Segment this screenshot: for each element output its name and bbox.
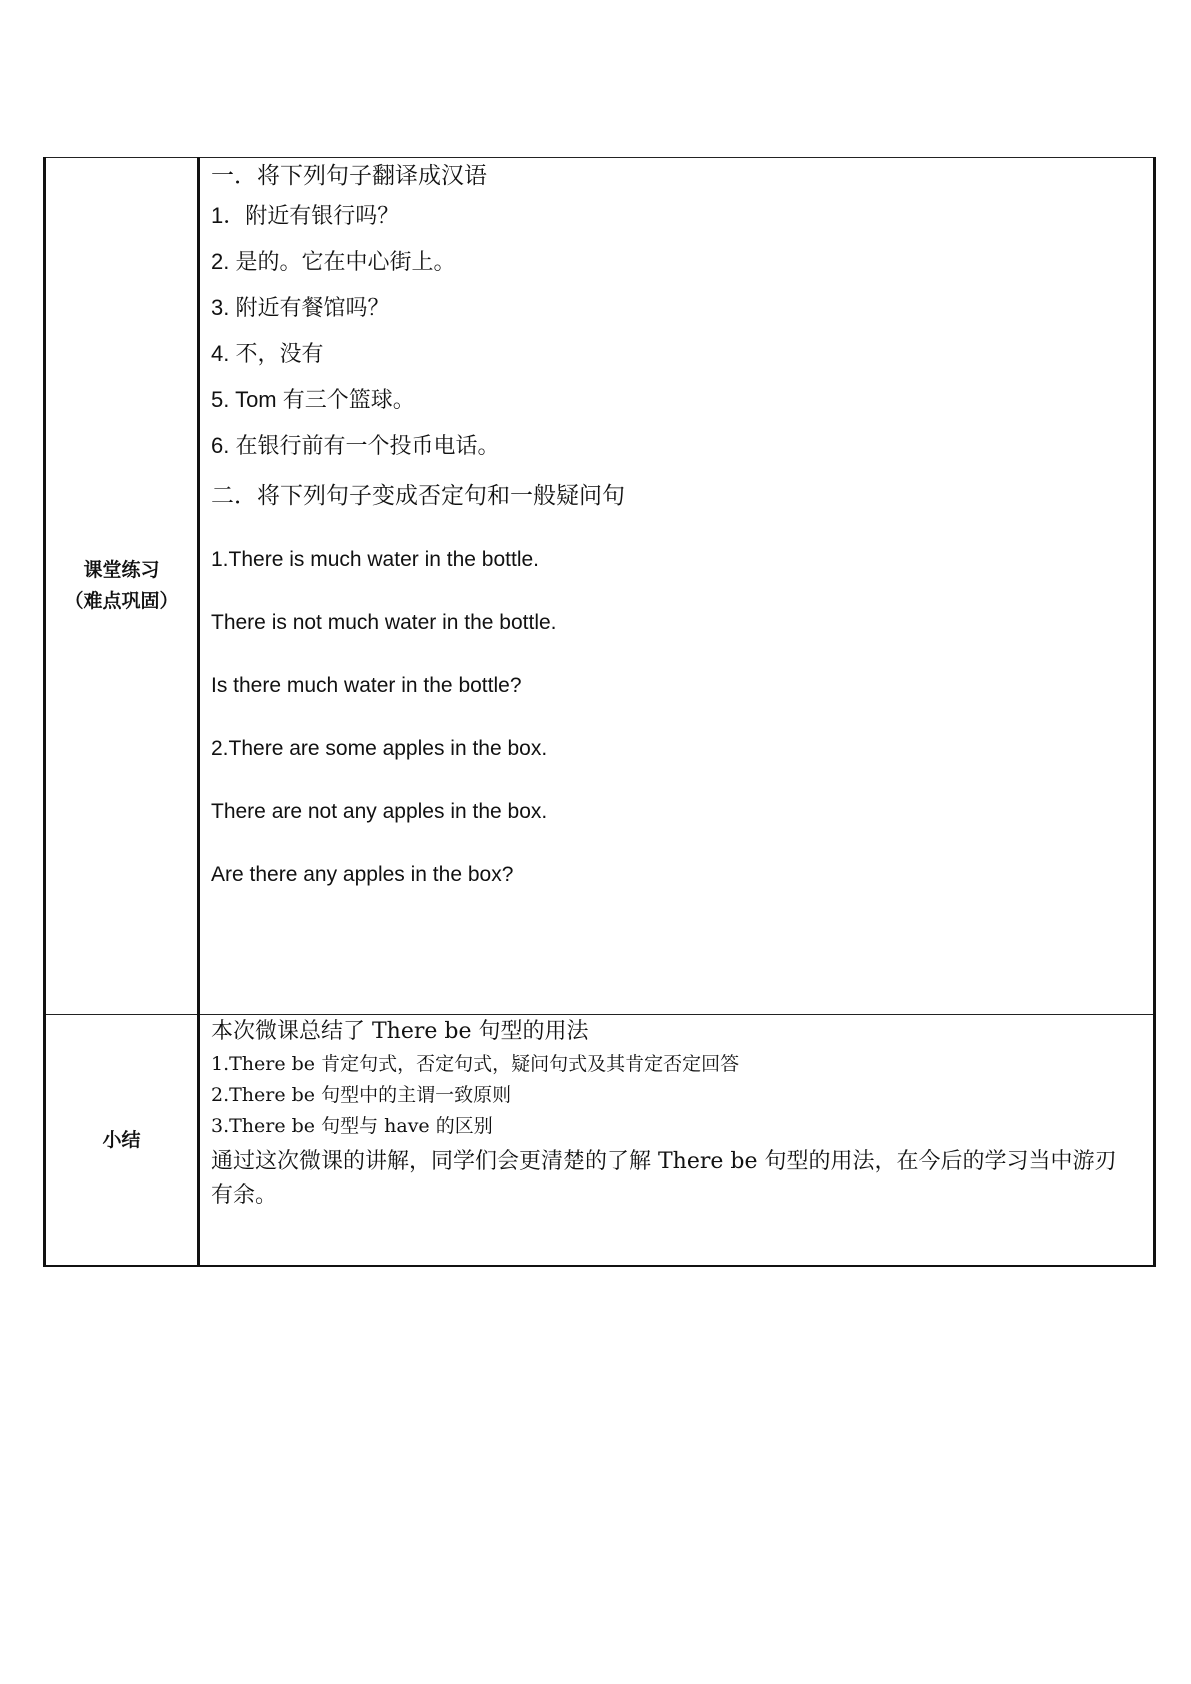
summary-row: [45, 1015, 1155, 1267]
transform-item: Is there much water in the bottle?: [211, 674, 522, 697]
summary-item: 3.There be 句型与 have 的区别: [211, 1115, 493, 1137]
transform-item: 2.There are some apples in the box.: [211, 737, 548, 760]
summary-label: 小结: [102, 1128, 141, 1151]
exercise-content-cell: [199, 158, 1155, 1015]
exercise-sublabel: （难点巩固）: [64, 590, 179, 612]
translate-item: 3. 附近有餐馆吗？: [211, 295, 390, 320]
transform-item: There are not any apples in the box.: [211, 800, 548, 823]
translate-item: 5. Tom 有三个篮球。: [211, 387, 415, 412]
transform-item: Are there any apples in the box?: [211, 863, 514, 886]
summary-title: 本次微课总结了 There be 句型的用法: [211, 1019, 589, 1044]
exercise-row: [45, 158, 1155, 1015]
summary-item: 2.There be 句型中的主谓一致原则: [211, 1084, 512, 1106]
summary-content-cell: [199, 1015, 1155, 1267]
lesson-table: [43, 157, 1156, 1267]
transform-item: 1.There is much water in the bottle.: [211, 548, 539, 571]
exercise-label-cell: [45, 158, 199, 1015]
translate-item: 6. 在银行前有一个投币电话。: [211, 433, 500, 458]
translate-item: 2. 是的。它在中心街上。: [211, 249, 456, 274]
summary-item: 1.There be 肯定句式，否定句式，疑问句式及其肯定否定回答: [211, 1053, 740, 1075]
section-1-title: 一．将下列句子翻译成汉语: [211, 163, 487, 189]
translate-item: 4. 不，没有: [211, 341, 324, 366]
summary-conclusion: 通过这次微课的讲解，同学们会更清楚的了解 There be 句型的用法，在今后的学习当中游刃有余。: [211, 1149, 1117, 1208]
exercise-label: 课堂练习: [83, 559, 160, 581]
transform-item: There is not much water in the bottle.: [211, 611, 557, 634]
summary-label-cell: [45, 1015, 199, 1267]
section-2-title: 二．将下列句子变成否定句和一般疑问句: [211, 483, 625, 509]
translate-item: 1．附近有银行吗？: [211, 203, 400, 228]
